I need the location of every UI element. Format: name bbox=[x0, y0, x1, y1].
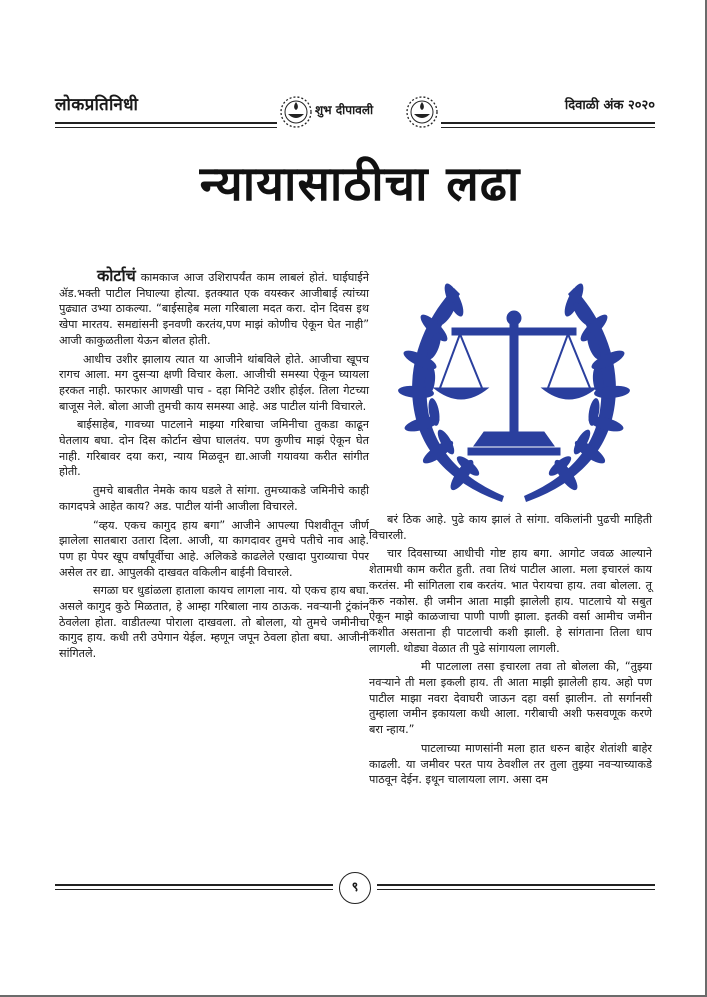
article-paragraph: सगळा घर धुडांळला हाताला कायच लागला नाय. यो एकच हाय बघा. असले कागुद कुठे मिळतात, हे आम्हा गरिबाला नाय ठाऊक. नवऱ्यानी ट्रंकांन ठेवलेला होता. वाडीतल्या पोराला दाखवला. तो बोलला, यो तुमचे जमीनीचा कागुद हाय. कधी तरी उपेगान येईल. म्हणून जपून ठेवला होता बघा. आजीनी सांगितले. bbox=[59, 584, 369, 661]
article-paragraph: चार दिवसाच्या आधीची गोष्ट हाय बगा. आगोट जवळ आल्याने शेतामधी काम करीत हुती. तवा तिथं पाटील आला. मला इचारलं काय करतंस. मी सांगितला राब करतंय. भात पेरायचा हाय. तवा बोलला. तू करु नकोस. ही जमीन आता माझी झालेली हाय. पाटलाचे यो सबुत ऐकून माझे काळजाचा पाणी पाणी झाला. इतकी वर्सा आमीच जमीन कशीत असताना ही पाटलाची कशी झाली. हे सांगताना तिला धाप लागली. थोड्या वेळात ती पुढे सांगायला लागली. bbox=[369, 547, 652, 655]
diya-lamp-icon bbox=[279, 90, 313, 130]
issue-label: दिवाळी अंक २०२० bbox=[564, 98, 655, 113]
article-paragraph bbox=[59, 268, 369, 349]
publication-name: लोकप्रतिनिधी bbox=[55, 95, 139, 115]
festival-greeting: शुभ दीपावली bbox=[315, 103, 374, 117]
page-footer bbox=[55, 868, 655, 908]
article-paragraph: तुमचे बाबतीत नेमके काय घडले ते सांगा. तुमच्याकडे जमिनीचे काही कागदपत्रे आहेत काय? अड. पाटील यांनी आजीला विचारले. bbox=[59, 484, 369, 513]
festival-badge bbox=[277, 88, 441, 134]
article-paragraph: बरं ठिक आहे. पुढे काय झालं ते सांगा. वकिलांनी पुढची माहिती विचारली. bbox=[369, 513, 652, 542]
diya-lamp-icon bbox=[405, 90, 439, 130]
article-paragraph: मी पाटलाला तसा इचारला तवा तो बोलला की, “तुझ्या नवऱ्याने ती मला इकली हाय. ती आता माझी झालेली हाय. अहो पण पाटील माझा नवरा देवाघरी जाऊन दहा वर्सा झालीन. तो सर्गानसी तुम्हाला जमीन इकायला कधी आला. गरीबाची अशी फसवणूक करणे बरा न्हाय.” bbox=[369, 660, 652, 737]
page-number-badge bbox=[333, 870, 377, 906]
article-paragraph: बाईसाहेब, गावच्या पाटलाने माझ्या गरिबाचा जमिनीचा तुकडा काढून घेतलाय बघा. दोन दिस कोर्टान खेपा घालतंय. पण कुणीच माझं ऐकून घेत नाही. गरिबावर दया करा, न्याय मिळवून द्या.आजी गयावया करीत सांगीत होती. bbox=[59, 418, 369, 479]
justice-emblem-icon bbox=[384, 270, 644, 510]
article-column-left bbox=[59, 268, 369, 665]
article-paragraph: पाटलाच्या माणसांनी मला हात धरुन बाहेर शेतांशी बाहेर काढली. या जमीवर परत पाय ठेवशील तर तुला तुझ्या नवऱ्याच्याकडे पाठवून देईन. इथून चालायला लाग. असा दम bbox=[369, 741, 652, 787]
page-header bbox=[55, 88, 655, 136]
paragraph-text: कामकाज आज उशिरापर्यंत काम लाबलं होतं. घाईघाईने ॲड.भक्ती पाटील निघाल्या होत्या. इतक्यात एक वयस्कर आजीबाई त्यांच्या पुढ्यात उभ्या ठाकल्या. “बाईसाहेब मला गरिबाला मदत करा. दोन दिवस इथ खेपा मारतय. समद्यांसनी इनवणी करतंय,पण माझं कोणीच ऐकून घेत नाही” आजी काकुळतीला येऊन बोलत होती. bbox=[59, 271, 369, 347]
page-number: ९ bbox=[339, 872, 371, 904]
article-paragraph: “व्हय. एकच कागुद हाय बगा” आजीने आपल्या पिशवीतून जीर्ण झालेला सातबारा उतारा दिला. आजी, या कागदावर तुमचे पतीचे नाव आहे. पण हा पेपर खूप वर्षांपूर्वीचा आहे. अलिकडे काढलेले एखादा पुराव्याचा पेपर असेल तर द्या. आपुलकी दाखवत वकिलीन बाईनी विचारले. bbox=[59, 518, 369, 579]
drop-word: कोर्टाचं bbox=[97, 266, 136, 285]
article-title: न्यायासाठीचा लढा bbox=[199, 156, 521, 212]
article-paragraph: आधीच उशीर झालाय त्यात या आजीने थांबविले होते. आजीचा खूपच रागच आला. मग दुसऱ्या क्षणी विचार केला. आजीची समस्या ऐकून घ्यायला हरकत नाही. फारफार आणखी पाच - दहा मिनिटे उशीर होईल. तिला गेटच्या बाजूस नेले. बोला आजी तुमची काय समस्या आहे. अड पाटील यांनी विचारले. bbox=[59, 352, 369, 413]
article-column-right bbox=[369, 512, 652, 791]
